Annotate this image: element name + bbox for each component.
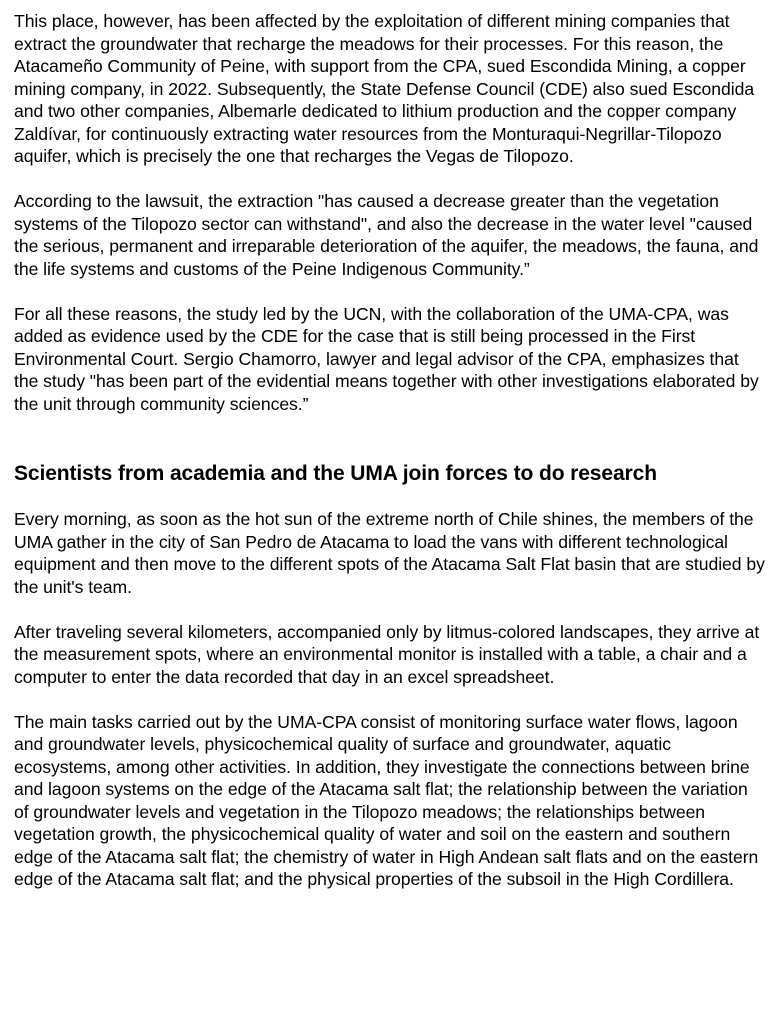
paragraph-mining-exploitation: This place, however, has been affected by the exploitation of different mining companies that extract the groundwater that recharge the meadows for their processes. For this reason, the Atacameño Community of Peine, with support from the CPA, sued Escondida Mining, a copper mining company, in 2022. Subsequently, the State Defense Council (CDE) also sued Escondida and two other companies, Albemarle dedicated to lithium production and the copper company Zaldívar, for continuously extracting water resources from the Monturaqui-Negrillar-Tilopozo aquifer, which is precisely the one that recharges the Vegas de Tilopozo. [14,11,755,166]
paragraph-lawsuit: According to the lawsuit, the extraction "has caused a decrease greater than the vegetation systems of the Tilopozo sector can withstand", and also the decrease in the water level "caused the serious, permanent and irreparable deterioration of the aquifer, the meadows, the fauna, and the life systems and customs of the Peine Indigenous Community.” [14,191,759,279]
paragraph-every-morning: Every morning, as soon as the hot sun of the extreme north of Chile shines, the members of the UMA gather in the city of San Pedro de Atacama to load the vans with different technological equipment and then move to the different spots of the Atacama Salt Flat basin that are studied by the unit's team. [14,509,765,597]
paragraph-main-tasks: The main tasks carried out by the UMA-CPA consist of monitoring surface water flows, lagoon and groundwater levels, physicochemical quality of surface and groundwater, aquatic ecosystems, among other activities. In addition, they investigate the connections between brine and lagoon systems on the edge of the Atacama salt flat; the relationship between the variation of groundwater levels and vegetation in the Tilopozo meadows; the relationships between vegetation growth, the physicochemical quality of water and soil on the eastern and southern edge of the Atacama salt flat; the chemistry of water in High Andean salt flats and on the eastern edge of the Atacama salt flat; and the physical properties of the subsoil in the High Cordillera. [14,711,759,889]
section-heading: Scientists from academia and the UMA join forces to do research [14,462,657,485]
paragraph-study-evidence: For all these reasons, the study led by the UCN, with the collaboration of the UMA-CPA, was added as evidence used by the CDE for the case that is still being processed in the First Environmental Court. Sergio Chamorro, lawyer and legal advisor of the CPA, emphasizes that the study "has been part of the evidential means together with other investigations elaborated by the unit through community sciences.” [14,303,759,414]
paragraph-measurement-spots: After traveling several kilometers, accompanied only by litmus-colored landscapes, they arrive at the measurement spots, where an environmental monitor is installed with a table, a chair and a computer to enter the data recorded that day in an excel spreadsheet. [14,621,760,687]
